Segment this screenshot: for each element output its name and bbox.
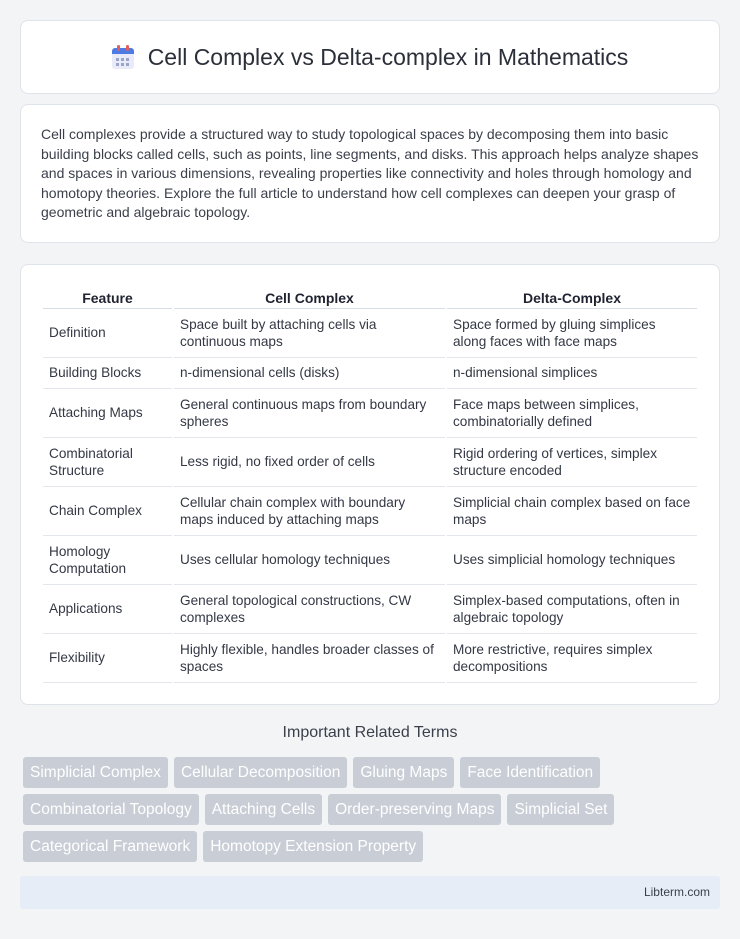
- table-cell: More restrictive, requires simplex decompositions: [447, 634, 697, 683]
- tag-homotopy-extension-property[interactable]: Homotopy Extension Property: [203, 831, 423, 862]
- header-cell-complex: Cell Complex: [174, 285, 445, 309]
- table-cell: Combinatorial Structure: [43, 438, 172, 487]
- tag-categorical-framework[interactable]: Categorical Framework: [23, 831, 197, 862]
- table-cell: Flexibility: [43, 634, 172, 683]
- table-row: [43, 487, 697, 536]
- tag-combinatorial-topology[interactable]: Combinatorial Topology: [23, 794, 199, 825]
- comparison-table: [41, 285, 699, 683]
- tag-simplicial-complex[interactable]: Simplicial Complex: [23, 757, 168, 788]
- table-row: [43, 438, 697, 487]
- table-cell: Simplex-based computations, often in algebraic topology: [447, 585, 697, 634]
- table-cell: Building Blocks: [43, 358, 172, 389]
- table-row: [43, 536, 697, 585]
- table-cell: Uses cellular homology techniques: [174, 536, 445, 585]
- footer-site[interactable]: Libterm.com: [643, 885, 710, 899]
- table-cell: n-dimensional simplices: [447, 358, 697, 389]
- calendar-icon: [112, 45, 134, 69]
- tag-attaching-cells[interactable]: Attaching Cells: [205, 794, 322, 825]
- table-cell: Chain Complex: [43, 487, 172, 536]
- table-row: [43, 634, 697, 683]
- table-row: [43, 358, 697, 389]
- tag-cellular-decomposition[interactable]: Cellular Decomposition: [174, 757, 347, 788]
- comparison-card: [20, 264, 720, 705]
- table-cell: Face maps between simplices, combinatorially defined: [447, 389, 697, 438]
- footer: [20, 876, 720, 909]
- table-row: [43, 309, 697, 358]
- tag-gluing-maps[interactable]: Gluing Maps: [353, 757, 454, 788]
- table-cell: Homology Computation: [43, 536, 172, 585]
- table-cell: General topological constructions, CW complexes: [174, 585, 445, 634]
- related-terms-section: [20, 724, 720, 742]
- table-cell: Applications: [43, 585, 172, 634]
- intro-card: [20, 104, 720, 243]
- table-cell: n-dimensional cells (disks): [174, 358, 445, 389]
- table-cell: General continuous maps from boundary spheres: [174, 389, 445, 438]
- table-cell: Definition: [43, 309, 172, 358]
- tag-order-preserving-maps[interactable]: Order-preserving Maps: [328, 794, 501, 825]
- table-cell: Attaching Maps: [43, 389, 172, 438]
- table-cell: Simplicial chain complex based on face maps: [447, 487, 697, 536]
- table-cell: Less rigid, no fixed order of cells: [174, 438, 445, 487]
- table-cell: Rigid ordering of vertices, simplex structure encoded: [447, 438, 697, 487]
- title-card: [20, 20, 720, 94]
- table-cell: Space built by attaching cells via continuous maps: [174, 309, 445, 358]
- tag-face-identification[interactable]: Face Identification: [460, 757, 600, 788]
- header-feature: Feature: [43, 285, 172, 309]
- tag-simplicial-set[interactable]: Simplicial Set: [507, 794, 614, 825]
- page-title: Cell Complex vs Delta-complex in Mathematics: [147, 43, 629, 70]
- table-row: [43, 585, 697, 634]
- related-terms-tags: [23, 757, 713, 868]
- table-row: [43, 389, 697, 438]
- table-cell: Uses simplicial homology techniques: [447, 536, 697, 585]
- table-cell: Cellular chain complex with boundary maps induced by attaching maps: [174, 487, 445, 536]
- related-terms-title: Important Related Terms: [282, 724, 458, 741]
- header-delta-complex: Delta-Complex: [447, 285, 697, 309]
- intro-text: Cell complexes provide a structured way to study topological spaces by decomposing them into basic building blocks called cells, such as points, line segments, and disks. This approach helps analyze shapes and spaces in various dimensions, revealing properties like connectivity and holes through homology and homotopy theories. Explore the full article to understand how cell complexes can deepen your grasp of geometric and algebraic topology.: [41, 126, 699, 220]
- table-cell: Highly flexible, handles broader classes of spaces: [174, 634, 445, 683]
- table-cell: Space formed by gluing simplices along faces with face maps: [447, 309, 697, 358]
